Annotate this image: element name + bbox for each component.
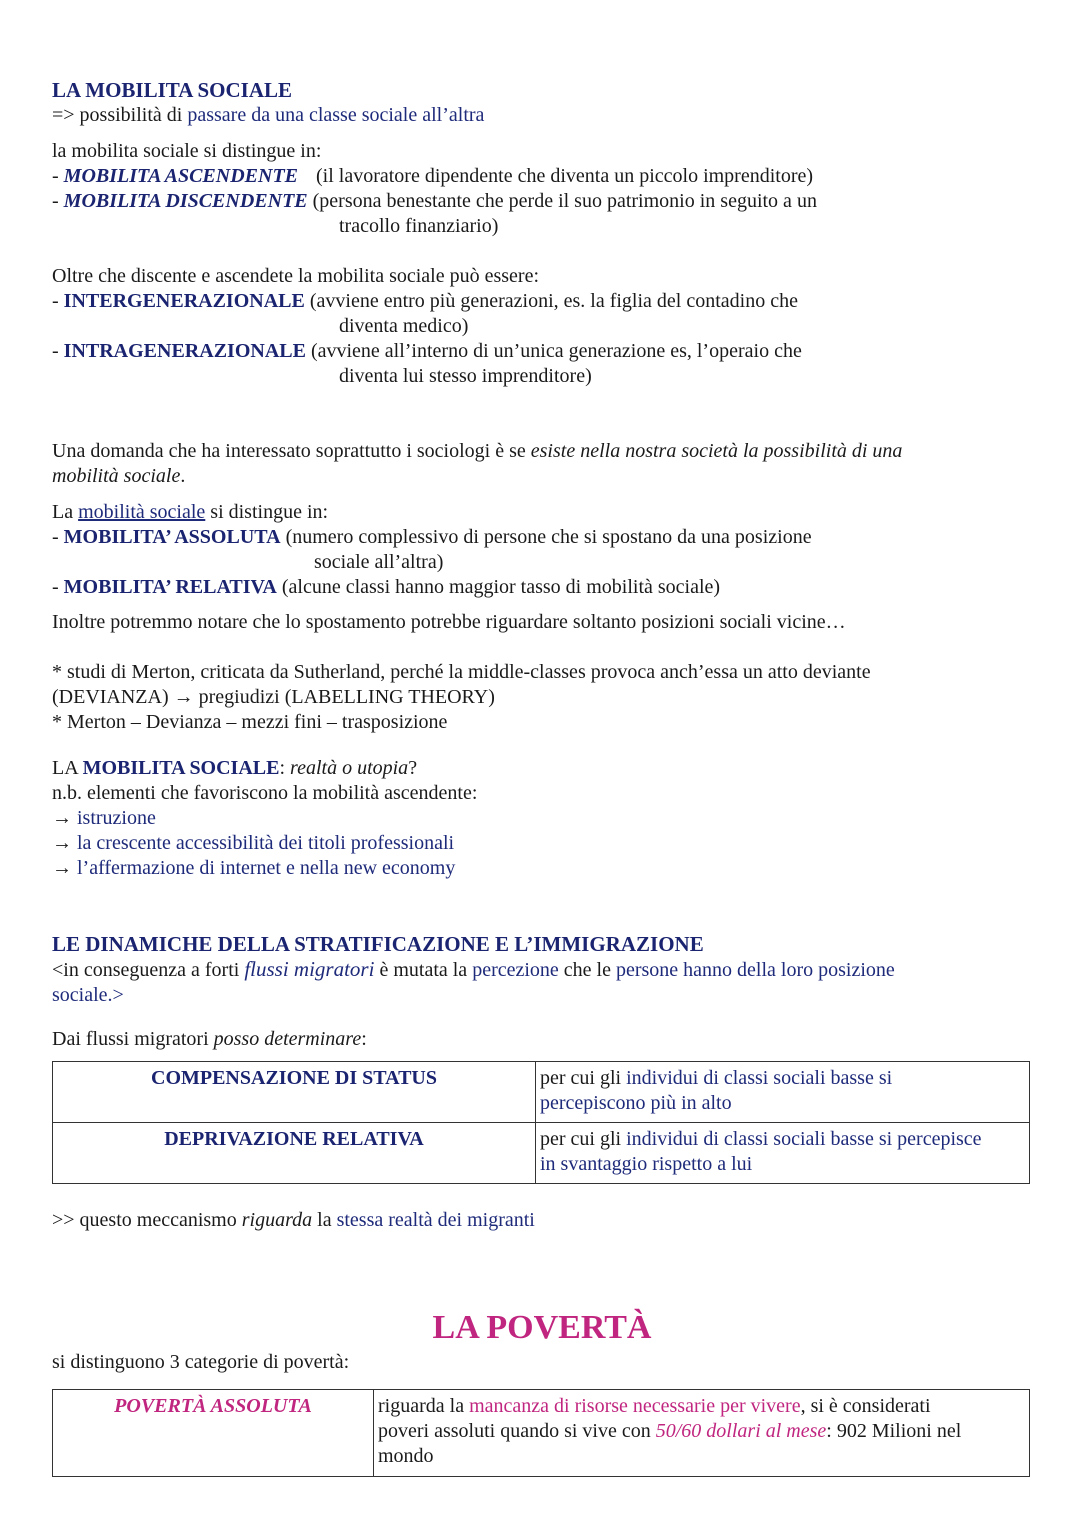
note-line: Inoltre potremmo notare che lo spostamento potrebbe riguardare soltanto posizioni sociali vicine… [52, 611, 846, 633]
item-intragenerazionale: - INTRAGENERAZIONALE (avviene all’interno di un’unica generazione es, l’operaio che diventa lui stesso imprenditore) [52, 340, 802, 387]
arrow-icon: → [52, 807, 72, 829]
subheading: LA MOBILITA SOCIALE: realtà o utopia? [52, 757, 418, 779]
intro-text: Oltre che discente e ascendete la mobilita sociale può essere: [52, 265, 540, 287]
section-mobilita-sociale [52, 78, 1032, 128]
arrow-icon: → [173, 686, 194, 708]
dist-line: La mobilità sociale si distingue in: [52, 501, 329, 523]
list-item: → l’affermazione di internet e nella new economy [52, 857, 456, 879]
mobilita-sociale-link[interactable]: mobilità sociale [78, 501, 206, 523]
intro-text: la mobilita sociale si distingue in: [52, 140, 322, 162]
dai-flussi: Dai flussi migratori posso determinare: [52, 1028, 367, 1050]
item-assoluta: - MOBILITA’ ASSOLUTA (numero complessivo di persone che si spostano da una posizione sociale all’altra) [52, 526, 812, 573]
poverta-table [52, 1389, 1032, 1477]
poverta-title: LA POVERTÀ [432, 1309, 652, 1346]
section-title: LE DINAMICHE DELLA STRATIFICAZIONE E L’IMMIGRAZIONE [52, 932, 704, 956]
section-title: LA MOBILITA SOCIALE [52, 78, 293, 102]
section-immigrazione [52, 932, 1032, 1008]
item-relativa: - MOBILITA’ RELATIVA (alcune classi hanno maggior tasso di mobilità sociale) [52, 576, 721, 598]
arrow-icon: → [52, 832, 72, 854]
generational-types [52, 264, 1032, 389]
mechanism-note: >> questo meccanismo riguarda la stessa realtà dei migranti [52, 1209, 535, 1231]
absolute-relative [52, 500, 1032, 600]
poverta-intro: si distinguono 3 categorie di povertà: [52, 1351, 350, 1373]
subtitle: <in conseguenza a forti flussi migratori è mutata la percezione che le persone hanno della loro posizione sociale.> [52, 957, 895, 1006]
question: Una domanda che ha interessato soprattutto i sociologi è se esiste nella nostra società la possibilità di una mobilità sociale. [52, 440, 903, 487]
status-table [52, 1061, 1032, 1184]
merton-notes: * studi di Merton, criticata da Sutherland, perché la middle-classes provoca anch’essa un atto deviante (DEVIANZA) → pregiudizi (LABELLING THEORY) * Merton – Devianza – mezzi fini – trasposizione [52, 661, 871, 733]
list-item: → la crescente accessibilità dei titoli professionali [52, 832, 455, 854]
table-row: DEPRIVAZIONE RELATIVA per cui gli individui di classi sociali basse si percepisce in svantaggio rispetto a lui [53, 1123, 1030, 1184]
list-item: → istruzione [52, 807, 156, 829]
table-row: POVERTÀ ASSOLUTA riguarda la mancanza di risorse necessarie per vivere, si è considerati poveri assoluti quando si vive con 50/60 dollari al mese: 902 Milioni nel mondo [53, 1390, 1030, 1477]
arrow-icon: → [52, 857, 72, 879]
question-paragraph [52, 439, 1032, 489]
item-ascendente: - MOBILITA ASCENDENTE (il lavoratore dipendente che diventa un piccolo imprenditore) [52, 165, 814, 187]
definition: => possibilità di passare da una classe sociale all’altra [52, 104, 485, 126]
table-row: COMPENSAZIONE DI STATUS per cui gli individui di classi sociali basse si percepiscono più in alto [53, 1062, 1030, 1123]
types-list [52, 139, 1032, 239]
realta-utopia: LA MOBILITA SOCIALE: realtà o utopia? n.b. elementi che favoriscono la mobilità ascendente: → istruzione → la crescente accessibilità dei titoli professionali → l’affermazione di internet e nella new economy [52, 756, 1032, 881]
item-intergenerazionale: - INTERGENERAZIONALE (avviene entro più generazioni, es. la figlia del contadino che diventa medico) [52, 290, 798, 337]
item-discendente: - MOBILITA DISCENDENTE (persona benestante che perde il suo patrimonio in seguito a un tracollo finanziario) [52, 190, 817, 237]
